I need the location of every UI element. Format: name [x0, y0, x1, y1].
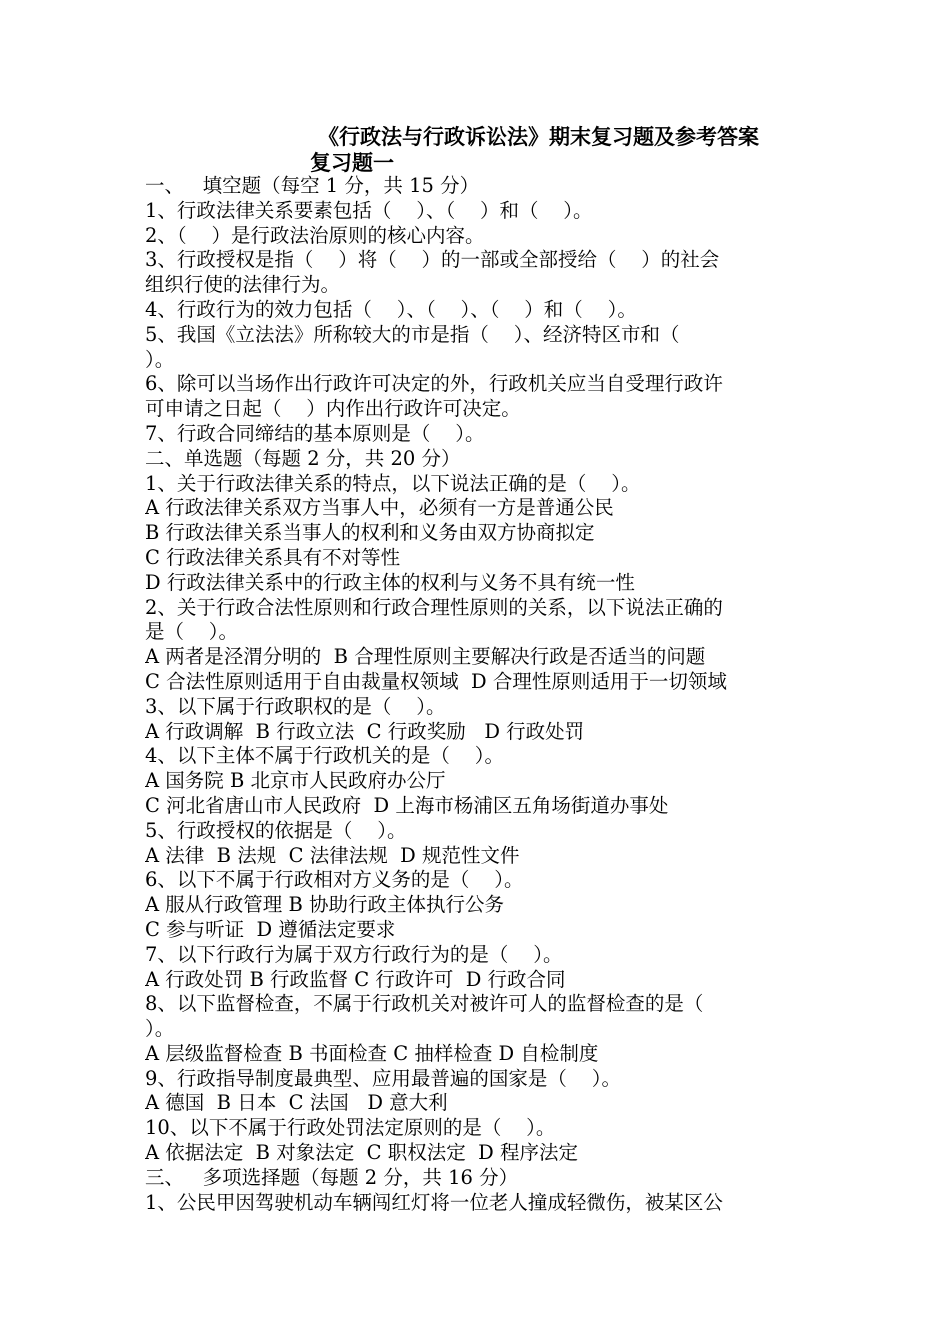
- text-line: A 行政调解 B 行政立法 C 行政奖励 D 行政处罚: [145, 719, 585, 743]
- text-line: A 行政法律关系双方当事人中，必须有一方是普通公民: [145, 496, 614, 520]
- text-line: C 河北省唐山市人民政府 D 上海市杨浦区五角场街道办事处: [145, 793, 669, 817]
- text-line: 10、以下不属于行政处罚法定原则的是（ ）。: [145, 1116, 556, 1140]
- text-line: A 两者是泾渭分明的 B 合理性原则主要解决行政是否适当的问题: [145, 645, 706, 669]
- text-line: 2、（ ）是行政法治原则的核心内容。: [145, 223, 485, 247]
- text-line: 3、行政授权是指（ ）将（ ）的一部或全部授给（ ）的社会: [145, 248, 720, 272]
- text-line: 5、行政授权的依据是（ ）。: [145, 818, 407, 842]
- text-line: A 行政处罚 B 行政监督 C 行政许可 D 行政合同: [145, 967, 566, 991]
- text-line: A 国务院 B 北京市人民政府办公厅: [145, 769, 446, 793]
- text-line: 三、 多项选择题（每题 2 分，共 16 分）: [145, 1165, 519, 1189]
- text-line: 4、以下主体不属于行政机关的是（ ）。: [145, 744, 504, 768]
- text-line: 1、公民甲因驾驶机动车辆闯红灯将一位老人撞成轻微伤，被某区公: [145, 1190, 723, 1214]
- text-line: 4、行政行为的效力包括（ ）、（ ）、（ ）和（ ）。: [145, 297, 637, 321]
- text-line: 6、除可以当场作出行政许可决定的外，行政机关应当自受理行政许: [145, 372, 723, 396]
- text-line: 7、以下行政行为属于双方行政行为的是（ ）。: [145, 942, 563, 966]
- document-title: 《行政法与行政诉讼法》期末复习题及参考答案: [318, 124, 759, 149]
- text-line: A 服从行政管理 B 协助行政主体执行公务: [145, 893, 505, 917]
- text-line: 8、以下监督检查，不属于行政机关对被许可人的监督检查的是（: [145, 992, 704, 1016]
- text-line: C 参与听证 D 遵循法定要求: [145, 917, 396, 941]
- text-line: 3、以下属于行政职权的是（ ）。: [145, 694, 446, 718]
- text-line: C 合法性原则适用于自由裁量权领域 D 合理性原则适用于一切领域: [145, 669, 727, 693]
- text-line: 6、以下不属于行政相对方义务的是（ ）。: [145, 868, 524, 892]
- text-line: 二、单选题（每题 2 分，共 20 分）: [145, 446, 461, 470]
- text-line: ）。: [145, 1017, 175, 1041]
- text-line: 7、行政合同缔结的基本原则是（ ）。: [145, 421, 485, 445]
- text-line: A 依据法定 B 对象法定 C 职权法定 D 程序法定: [145, 1141, 578, 1165]
- text-line: D 行政法律关系中的行政主体的权利与义务不具有统一性: [145, 570, 635, 594]
- document-body: [145, 174, 807, 1215]
- text-line: A 法律 B 法规 C 法律法规 D 规范性文件: [145, 843, 520, 867]
- document-subtitle: 复习题一: [310, 150, 394, 175]
- text-line: 5、我国《立法法》所称较大的市是指（ ）、经济特区市和（: [145, 322, 680, 346]
- text-line: 9、行政指导制度最典型、应用最普遍的国家是（ ）。: [145, 1066, 621, 1090]
- text-line: C 行政法律关系具有不对等性: [145, 545, 401, 569]
- text-line: 1、关于行政法律关系的特点，以下说法正确的是（ ）。: [145, 471, 641, 495]
- text-line: 可申请之日起（ ）内作出行政许可决定。: [145, 397, 521, 421]
- text-line: 是（ ）。: [145, 620, 239, 644]
- text-line: B 行政法律关系当事人的权利和义务由双方协商拟定: [145, 521, 595, 545]
- text-line: 1、行政法律关系要素包括（ ）、（ ）和（ ）。: [145, 198, 593, 222]
- text-line: A 德国 B 日本 C 法国 D 意大利: [145, 1091, 448, 1115]
- text-line: 2、关于行政合法性原则和行政合理性原则的关系，以下说法正确的: [145, 595, 723, 619]
- text-line: 组织行使的法律行为。: [145, 273, 341, 297]
- text-line: ）。: [145, 347, 175, 371]
- text-line: 一、 填空题（每空 1 分，共 15 分）: [145, 174, 480, 197]
- text-line: A 层级监督检查 B 书面检查 C 抽样检查 D 自检制度: [145, 1041, 599, 1065]
